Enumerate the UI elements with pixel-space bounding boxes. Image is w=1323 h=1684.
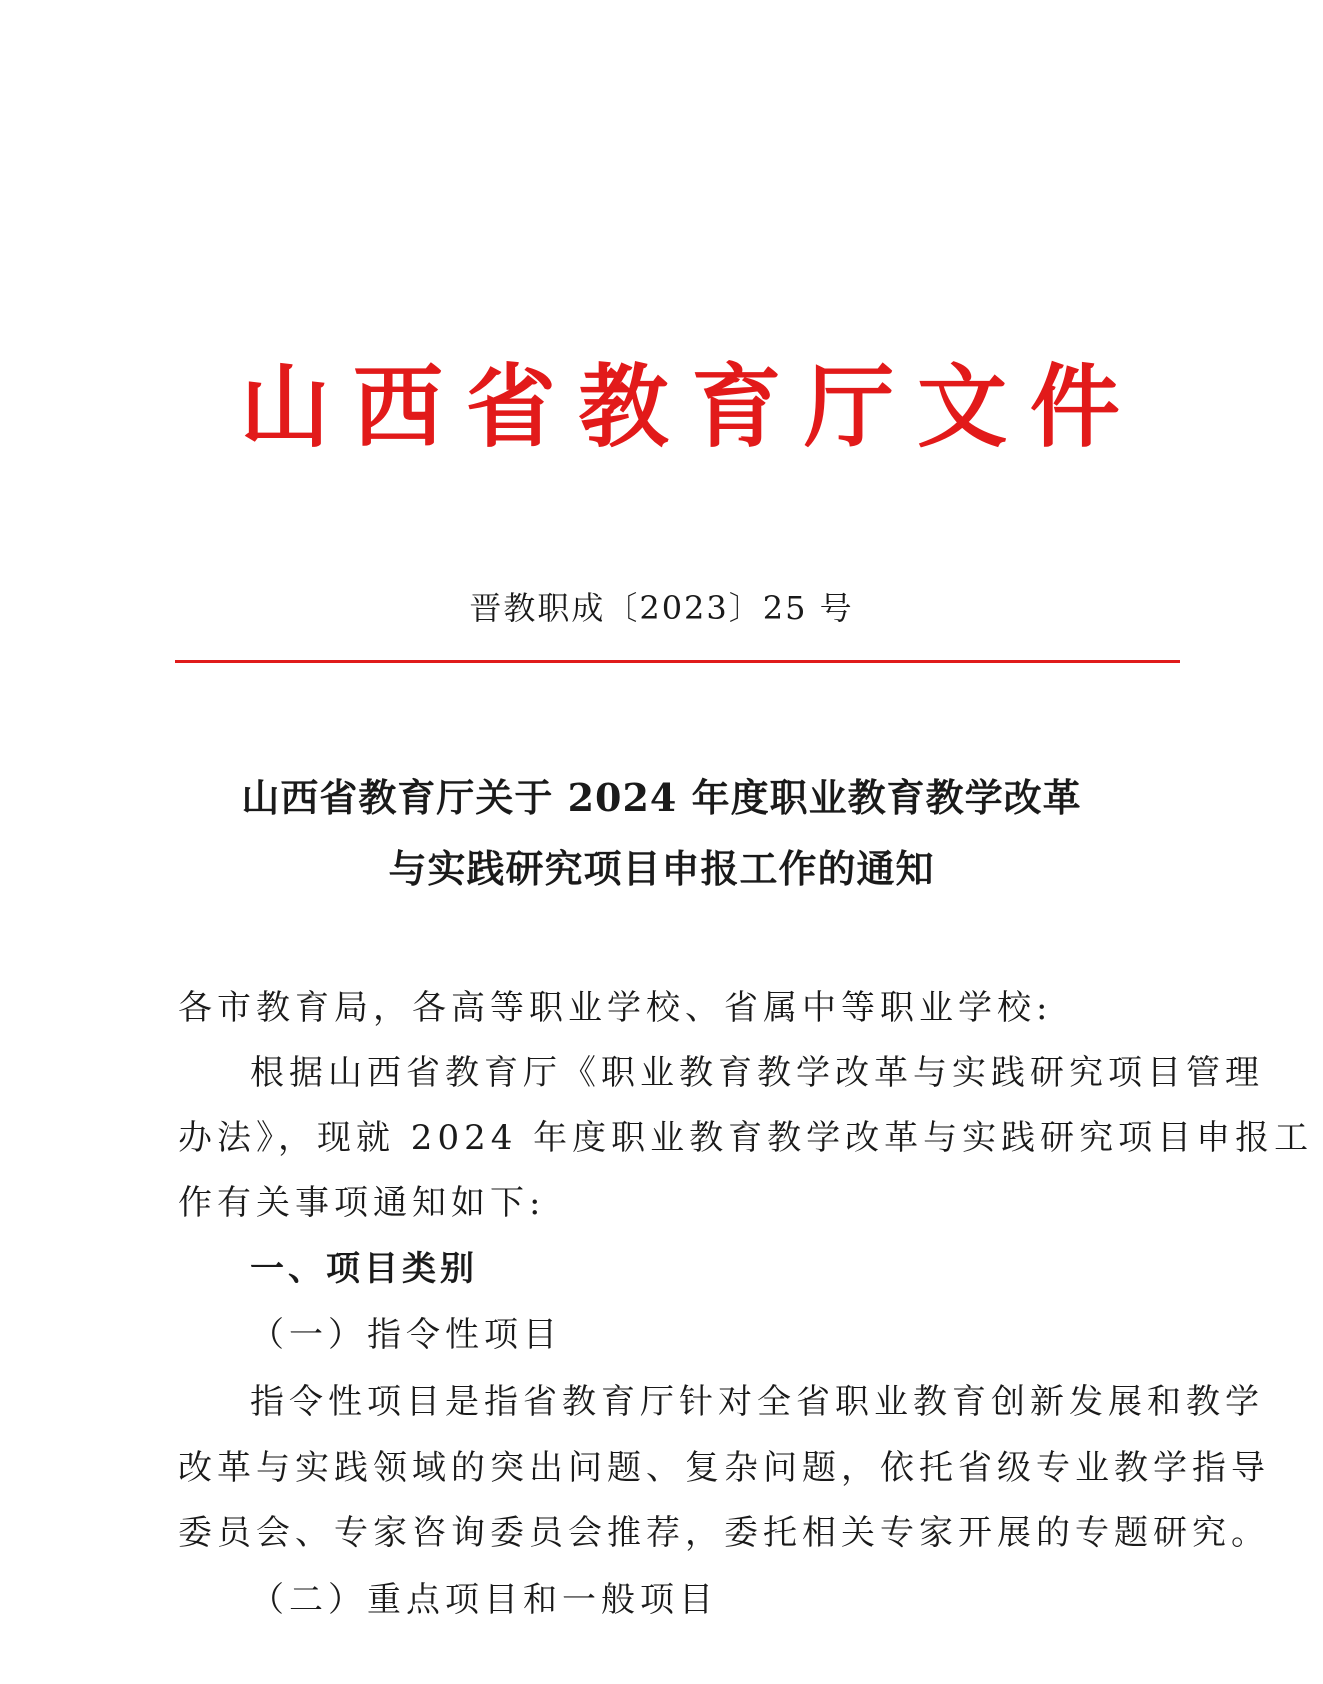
paragraph-1-line-1: 根据山西省教育厅《职业教育教学改革与实践研究项目管理 xyxy=(250,1053,1264,1093)
paragraph-1-line-2: 办法》，现就 2024 年度职业教育教学改革与实践研究项目申报工 xyxy=(178,1118,1314,1158)
header-char: 山 xyxy=(240,354,330,460)
header-char: 育 xyxy=(691,354,782,460)
document-number: 晋教职成〔2023〕25 号 xyxy=(469,589,854,627)
paragraph-1-line-3: 作有关事项通知如下: xyxy=(178,1183,546,1223)
section-1-heading: 一、项目类别 xyxy=(250,1249,478,1289)
paragraph-2-line-1: 指令性项目是指省教育厅针对全省职业教育创新发展和教学 xyxy=(250,1382,1264,1422)
paragraph-2-line-2: 改革与实践领域的突出问题、复杂问题，依托省级专业教学指导 xyxy=(178,1448,1270,1488)
subsection-1-heading: （一）指令性项目 xyxy=(250,1315,562,1355)
document-title-line-2: 与实践研究项目申报工作的通知 xyxy=(388,846,935,891)
header-char: 厅 xyxy=(804,354,895,460)
subsection-2-heading: （二）重点项目和一般项目 xyxy=(250,1580,718,1620)
header-char: 省 xyxy=(465,354,556,460)
document-header xyxy=(240,352,1120,462)
header-char: 教 xyxy=(578,354,669,460)
header-char: 西 xyxy=(352,354,443,460)
salutation: 各市教育局，各高等职业学校、省属中等职业学校: xyxy=(178,988,1053,1028)
header-char: 件 xyxy=(1029,354,1120,460)
document-title-line-1: 山西省教育厅关于 2024 年度职业教育教学改革 xyxy=(241,775,1082,820)
red-divider xyxy=(175,660,1180,663)
paragraph-2-line-3: 委员会、专家咨询委员会推荐，委托相关专家开展的专题研究。 xyxy=(178,1513,1270,1553)
header-char: 文 xyxy=(917,354,1008,460)
